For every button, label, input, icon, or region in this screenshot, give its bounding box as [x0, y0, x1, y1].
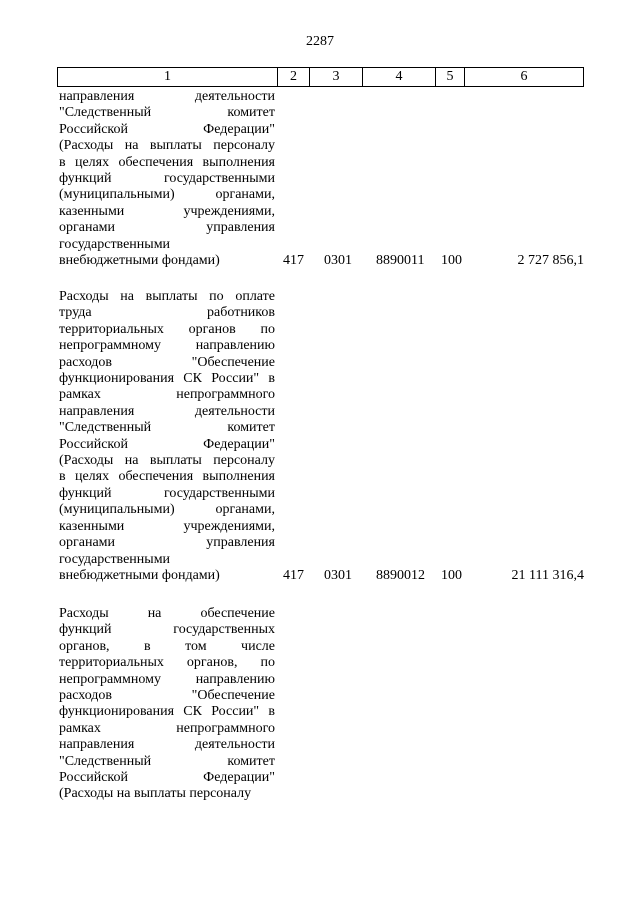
description-line: функций государственными [59, 485, 275, 501]
description-line: казенными учреждениями, [59, 203, 275, 219]
description-line: территориальных органов по [59, 321, 275, 337]
cell-rz: 0301 [324, 253, 352, 268]
description-line: расходов "Обеспечение [59, 688, 275, 704]
description-line: Расходы на выплаты по оплате [59, 289, 275, 304]
column-header-table [57, 67, 584, 87]
description-line: Российской Федерации" [59, 770, 275, 786]
description-line: органами управления [59, 535, 275, 551]
description-line: "Следственный комитет [59, 753, 275, 769]
cell-sum: 21 111 316,4 [511, 567, 584, 583]
description-line: территориальных органов, по [59, 655, 275, 671]
cell-rz: 0301 [324, 567, 352, 583]
row-description [59, 606, 275, 803]
description-line: внебюджетными фондами) [59, 253, 220, 269]
column-header-3: 3 [310, 68, 363, 87]
column-header-6: 6 [465, 68, 584, 87]
cell-gr: 417 [283, 567, 304, 583]
cell-cs: 8890012 [376, 567, 425, 583]
description-line: органами управления [59, 220, 275, 236]
description-line: (муниципальными) органами, [59, 502, 275, 518]
cell-cs: 8890011 [376, 253, 425, 268]
description-line: труда работников [59, 305, 275, 321]
description-line: Российской Федерации" [59, 436, 275, 452]
description-line: направления деятельности [59, 403, 275, 419]
row-description [59, 289, 275, 584]
description-line: рамках непрограммного [59, 387, 275, 403]
description-line: Расходы на обеспечение [59, 606, 275, 621]
cell-vr: 100 [441, 567, 462, 583]
description-line: государственными [59, 236, 171, 252]
description-line: (Расходы на выплаты персоналу [59, 453, 275, 469]
description-line: в целях обеспечения выполнения [59, 154, 275, 170]
description-line: непрограммному направлению [59, 671, 275, 687]
description-line: функционирования СК России" в [59, 704, 275, 720]
description-line: (муниципальными) органами, [59, 187, 275, 203]
description-line: "Следственный комитет [59, 420, 275, 436]
cell-gr: 417 [283, 253, 304, 268]
page-number: 2287 [306, 34, 334, 49]
column-header-4: 4 [363, 68, 436, 87]
cell-vr: 100 [441, 253, 462, 268]
description-line: рамках непрограммного [59, 720, 275, 736]
description-line: функций государственными [59, 171, 275, 187]
description-line: органов, в том числе [59, 638, 275, 654]
description-line: казенными учреждениями, [59, 518, 275, 534]
description-line: функционирования СК России" в [59, 371, 275, 387]
column-header-row [58, 68, 584, 87]
column-header-1: 1 [58, 68, 278, 87]
description-line: в целях обеспечения выполнения [59, 469, 275, 485]
column-header-5: 5 [436, 68, 465, 87]
description-line: направления деятельности [59, 89, 275, 104]
description-line: расходов "Обеспечение [59, 354, 275, 370]
description-line: функций государственных [59, 622, 275, 638]
column-header-2: 2 [278, 68, 310, 87]
description-line: направления деятельности [59, 737, 275, 753]
description-line: внебюджетными фондами) [59, 567, 220, 583]
cell-sum: 2 727 856,1 [517, 253, 584, 268]
description-line: "Следственный комитет [59, 105, 275, 121]
description-line: непрограммному направлению [59, 338, 275, 354]
description-line: Российской Федерации" [59, 121, 275, 137]
description-line: государственными [59, 551, 171, 567]
description-line: (Расходы на выплаты персоналу [59, 786, 252, 802]
description-line: (Расходы на выплаты персоналу [59, 138, 275, 154]
row-description [59, 89, 275, 269]
